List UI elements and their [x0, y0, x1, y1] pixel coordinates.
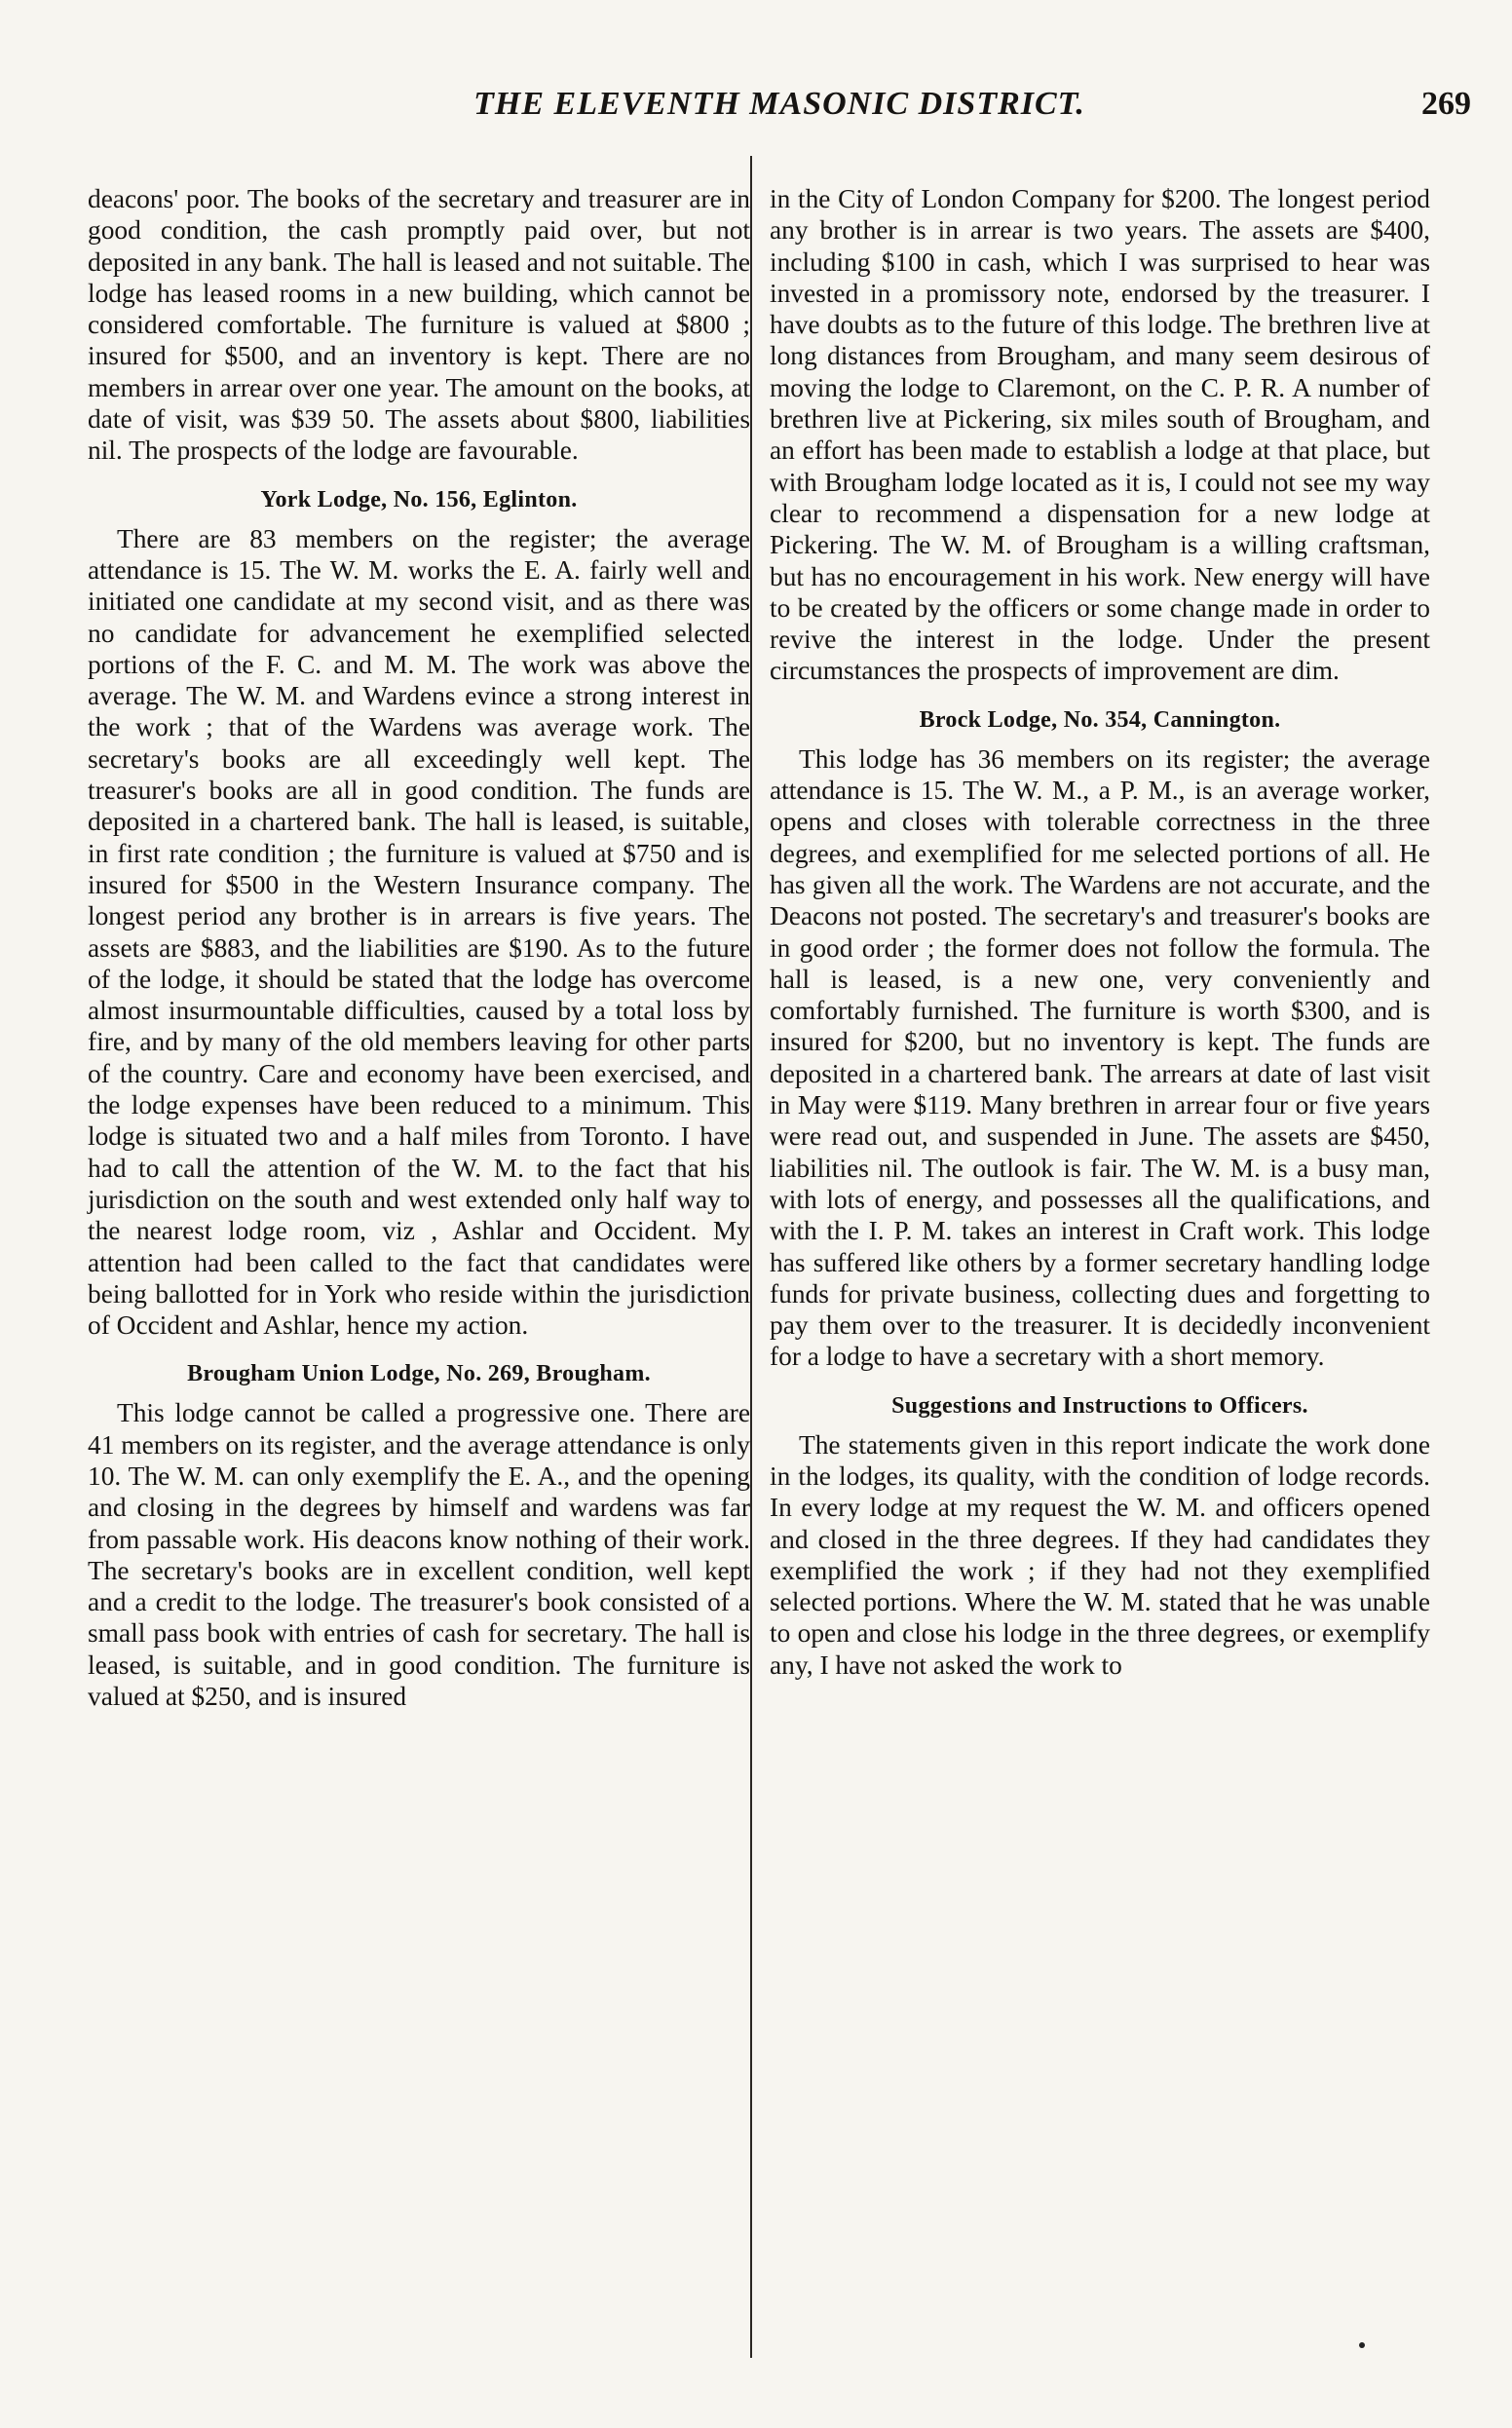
heading-brougham-union-lodge: Brougham Union Lodge, No. 269, Brougham. — [187, 1361, 651, 1387]
heading-suggestions: Suggestions and Instructions to Officers. — [891, 1392, 1308, 1419]
running-title: THE ELEVENTH MASONIC DISTRICT. — [473, 86, 1085, 122]
paragraph-brock-lodge: This lodge has 36 members on its register; the average attendance is 15. The W. M., a P. M., is an average worker, opens and closes with tolerable correctness in the three degrees, and exemplified for me selected portions of all. He has given all the work. The Wardens are not accurate, and the Deacons not posted. The secretary's and treasurer's books are in good order ; the former does not follow the formula. The hall is leased, is a new one, very conveniently and comfortably furnished. The furniture is worth $300, and is insured for $200, but no inventory is kept. The funds are deposited in a chartered bank. The arrears at date of last visit in May were $119. Many brethren in arrear four or five years were read out, and suspended in June. The assets are $450, liabilities nil. The outlook is fair. The W. M. is a busy man, with lots of energy, and possesses all the qualifications, and with the I. P. M. takes an interest in Craft work. This lodge has suffered like others by a former secretary handling lodge funds for private business, collecting dues and forgetting to pay them over to the treasurer. It is decidedly inconvenient for a lodge to have a secretary with a short memory. — [770, 743, 1430, 1372]
page-number: 269 — [1421, 86, 1471, 122]
column-divider — [750, 156, 752, 2358]
heading-brock-lodge: Brock Lodge, No. 354, Cannington. — [919, 706, 1281, 733]
ink-dot — [1359, 2342, 1365, 2348]
paragraph-suggestions: The statements given in this report indicate the work done in the lodges, its quality, with the condition of lodge records. In every lodge at my request the W. M. and officers opened and closed in the three degrees. If they had candidates they exemplified the work ; if they had not they exemplified selected portions. Where the W. M. stated that he was unable to open and close his lodge in the three degrees, or exemplify any, I have not asked the work to — [770, 1429, 1430, 1680]
left-column — [88, 183, 750, 1712]
heading-york-lodge: York Lodge, No. 156, Eglinton. — [260, 486, 578, 512]
paragraph-brougham-lodge: This lodge cannot be called a progressive one. There are 41 members on its register, and the average attendance is only 10. The W. M. can only exemplify the E. A., and the opening and closing in the degrees by himself and wardens was far from passable work. His deacons know nothing of their work. The secretary's books are in excellent condition, well kept and a credit to the lodge. The treasurer's book consisted of a small pass book with entries of cash for secretary. The hall is leased, is suitable, and in good condition. The furniture is valued at $250, and is insured — [88, 1398, 750, 1712]
paragraph-york-lodge: There are 83 members on the register; the average attendance is 15. The W. M. works the E. A. fairly well and initiated one candidate at my second visit, and as there was no candidate for advancement he exemplified selected portions of the F. C. and M. M. The work was above the average. The W. M. and Wardens evince a strong interest in the work ; that of the Wardens was average work. The secretary's books are all exceedingly well kept. The treasurer's books are all in good condition. The funds are deposited in a chartered bank. The hall is leased, is suitable, in first rate condition ; the furniture is valued at $750 and is insured for $500 in the Western Insurance company. The longest period any brother is in arrears is five years. The assets are $883, and the liabilities are $190. As to the future of the lodge, it should be stated that the lodge has overcome almost insurmountable difficulties, caused by a total loss by fire, and by many of the old members leaving for other parts of the country. Care and economy have been exercised, and the lodge expenses have been reduced to a minimum. This lodge is situated two and a half miles from Toronto. I have had to call the attention of the W. M. to the fact that his jurisdiction on the south and west extended only half way to the nearest lodge room, viz , Ashlar and Occident. My attention had been called to the fact that candidates were being ballotted for in York who reside within the jurisdiction of Occident and Ashlar, hence my action. — [88, 523, 750, 1341]
paragraph-deacons-poor: deacons' poor. The books of the secretary and treasurer are in good condition, the cash promptly paid over, but not deposited in any bank. The hall is leased and not suitable. The lodge has leased rooms in a new building, which cannot be considered comfortable. The furniture is valued at $800 ; insured for $500, and an inventory is kept. There are no members in arrear over one year. The amount on the books, at date of visit, was $39 50. The assets about $800, liabilities nil. The prospects of the lodge are favourable. — [88, 184, 750, 466]
paragraph-brougham-continued: in the City of London Company for $200. The longest period any brother is in arrear is two years. The assets are $400, including $100 in cash, which I was surprised to hear was invested in a promissory note, endorsed by the treasurer. I have doubts as to the future of this lodge. The brethren live at long distances from Brougham, and many seem desirous of moving the lodge to Claremont, on the C. P. R. A number of brethren live at Pickering, six miles south of Brougham, and an effort has been made to establish a lodge at that place, but with Brougham lodge located as it is, I could not see my way clear to recommend a dispensation for a new lodge at Pickering. The W. M. of Brougham is a willing craftsman, but has no encouragement in his work. New energy will have to be created by the officers or some change made in order to revive the interest in the lodge. Under the present circumstances the prospects of improvement are dim. — [770, 184, 1430, 686]
running-head — [88, 86, 1471, 134]
right-column — [770, 183, 1430, 1681]
